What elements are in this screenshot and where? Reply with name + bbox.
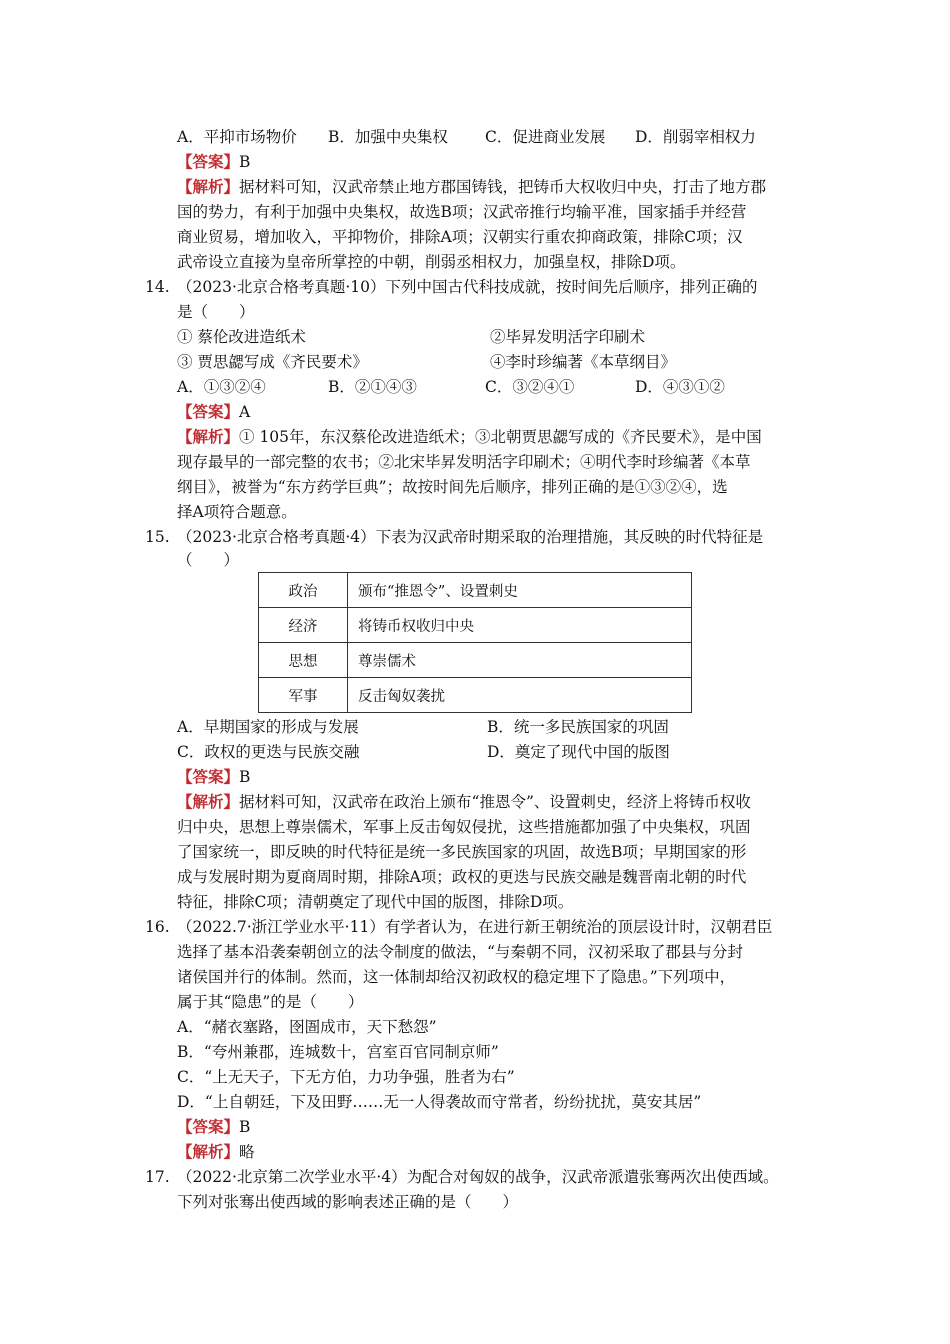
analysis-tag: 【解析】 [177, 792, 240, 811]
q16-stem-cont: 诸侯国并行的体制。然而，这一体制却给汉初政权的稳定埋下了隐患。”下列项中， [177, 968, 736, 986]
q15-stem [145, 527, 763, 549]
q17-stem [145, 1167, 779, 1189]
q16-answer [177, 1117, 250, 1139]
q16-stem-cont: 属于其“隐患”的是（ ） [177, 993, 364, 1011]
q15-analysis-line: 了国家统一，即反映的时代特征是统一多民族国家的巩固，故选B项；早期国家的形 [177, 843, 747, 861]
q13-option-b: B．加强中央集权 [328, 128, 448, 146]
q15-stem-cont: （ ） [177, 551, 240, 569]
q15-analysis-line [177, 792, 751, 814]
q13-analysis-line [177, 177, 766, 199]
analysis-tag: 【解析】 [177, 177, 240, 196]
q16-stem-cont: 选择了基本沿袭秦朝创立的法令制度的做法，“与秦朝不同，汉初采取了郡县与分封 [177, 943, 743, 961]
answer-value: A [239, 403, 251, 421]
q14-item-4: ④李时珍编著《本草纲目》 [490, 353, 677, 371]
stem-text: （2022·北京第二次学业水平·4）为配合对匈奴的战争，汉武帝派遣张骞两次出使西域。 [177, 1168, 779, 1186]
analysis-tag: 【解析】 [177, 427, 240, 446]
answer-value: B [239, 153, 251, 171]
q14-items-row [177, 327, 645, 349]
measures-table [258, 572, 692, 713]
question-number: 17. [145, 1168, 170, 1186]
q13-analysis-line: 商业贸易，增加收入，平抑物价，排除A项；汉朝实行重农抑商政策，排除C项；汉 [177, 228, 743, 246]
q15-options-row [177, 742, 670, 764]
table-value: 颁布“推恩令”、设置刺史 [348, 573, 692, 608]
q14-analysis-line [177, 427, 762, 449]
q14-stem [145, 277, 758, 299]
stem-text: （2023·北京合格考真题·10）下列中国古代科技成就，按时间先后顺序，排列正确的 [177, 278, 758, 296]
q13-options [177, 127, 756, 149]
q14-stem-cont: 是（ ） [177, 303, 255, 321]
answer-tag: 【答案】 [177, 1117, 240, 1136]
q13-answer [177, 152, 250, 174]
table-value: 尊崇儒术 [348, 643, 692, 678]
analysis-text: 据材料可知，汉武帝在政治上颁布“推恩令”、设置刺史，经济上将铸币权收 [239, 793, 751, 811]
q15-option-d: D．奠定了现代中国的版图 [487, 743, 670, 761]
q14-analysis-line: 现存最早的一部完整的农书；②北宋毕昇发明活字印刷术；④明代李时珍编著《本草 [177, 453, 751, 471]
q14-option-c: C．③②④① [485, 378, 575, 396]
q17-stem-cont: 下列对张骞出使西域的影响表述正确的是（ ） [177, 1193, 519, 1211]
answer-tag: 【答案】 [177, 767, 240, 786]
table-key: 军事 [259, 678, 348, 713]
answer-tag: 【答案】 [177, 152, 240, 171]
q15-options-row [177, 717, 669, 739]
q14-option-a: A．①③②④ [177, 378, 266, 396]
q16-option-d: D．“上自朝廷，下及田野……无一人得袭故而守常者，纷纷扰扰，莫安其居” [177, 1093, 702, 1111]
q15-analysis-line: 特征，排除C项；清朝奠定了现代中国的版图，排除D项。 [177, 893, 574, 911]
answer-value: B [239, 1118, 251, 1136]
q16-stem [145, 917, 772, 939]
stem-text: （2022.7·浙江学业水平·11）有学者认为，在进行新王朝统治的顶层设计时，汉朝君臣 [177, 918, 773, 936]
q14-options [177, 377, 725, 399]
table-row [259, 643, 692, 678]
q15-answer [177, 767, 250, 789]
stem-text: （2023·北京合格考真题·4）下表为汉武帝时期采取的治理措施，其反映的时代特征是 [177, 528, 764, 546]
table-row [259, 678, 692, 713]
table-row [259, 573, 692, 608]
q14-option-d: D．④③①② [635, 378, 725, 396]
q13-option-a: A．平抑市场物价 [177, 128, 297, 146]
q14-analysis-line: 择A项符合题意。 [177, 503, 297, 521]
q13-option-c: C．促进商业发展 [485, 128, 606, 146]
q16-option-c: C．“上无天子，下无方伯，力功争强，胜者为右” [177, 1068, 515, 1086]
analysis-text: 据材料可知，汉武帝禁止地方郡国铸钱，把铸币大权收归中央，打击了地方郡 [239, 178, 767, 196]
analysis-text: 略 [239, 1143, 255, 1161]
table-value: 将铸币权收归中央 [348, 608, 692, 643]
answer-value: B [239, 768, 251, 786]
q16-option-b: B．“夸州兼郡，连城数十，宫室百官同制京师” [177, 1043, 499, 1061]
answer-tag: 【答案】 [177, 402, 240, 421]
q14-option-b: B．②①④③ [328, 378, 417, 396]
q14-item-1: ① 蔡伦改进造纸术 [177, 328, 306, 346]
q14-answer [177, 402, 250, 424]
q15-analysis-line: 成与发展时期为夏商周时期，排除A项；政权的更迭与民族交融是魏晋南北朝的时代 [177, 868, 747, 886]
q13-analysis-line: 国的势力，有利于加强中央集权，故选B项；汉武帝推行均输平准，国家插手并经营 [177, 203, 747, 221]
q14-analysis-line: 纲目》，被誉为“东方药学巨典”；故按时间先后顺序，排列正确的是①③②④，选 [177, 478, 728, 496]
q16-option-a: A．“赭衣塞路，囹圄成市，天下愁怨” [177, 1018, 437, 1036]
q16-analysis [177, 1142, 255, 1164]
q14-items-row [177, 352, 676, 374]
analysis-tag: 【解析】 [177, 1142, 240, 1161]
analysis-text: ① 105年，东汉蔡伦改进造纸术；③北朝贾思勰写成的《齐民要术》，是中国 [239, 428, 762, 446]
q15-option-a: A．早期国家的形成与发展 [177, 718, 359, 736]
q15-analysis-line: 归中央，思想上尊崇儒术，军事上反击匈奴侵扰，这些措施都加强了中央集权，巩固 [177, 818, 751, 836]
table-key: 思想 [259, 643, 348, 678]
question-number: 14. [145, 278, 170, 296]
table-key: 政治 [259, 573, 348, 608]
question-number: 15. [145, 528, 170, 546]
table-value: 反击匈奴袭扰 [348, 678, 692, 713]
q15-option-c: C．政权的更迭与民族交融 [177, 743, 360, 761]
q15-option-b: B．统一多民族国家的巩固 [487, 718, 669, 736]
q14-item-2: ②毕昇发明活字印刷术 [490, 328, 646, 346]
q14-item-3: ③ 贾思勰写成《齐民要术》 [177, 353, 368, 371]
table-key: 经济 [259, 608, 348, 643]
table-row [259, 608, 692, 643]
question-number: 16. [145, 918, 170, 936]
q13-option-d: D．削弱宰相权力 [635, 128, 756, 146]
q13-analysis-line: 武帝设立直接为皇帝所掌控的中朝，削弱丞相权力，加强皇权，排除D项。 [177, 253, 686, 271]
